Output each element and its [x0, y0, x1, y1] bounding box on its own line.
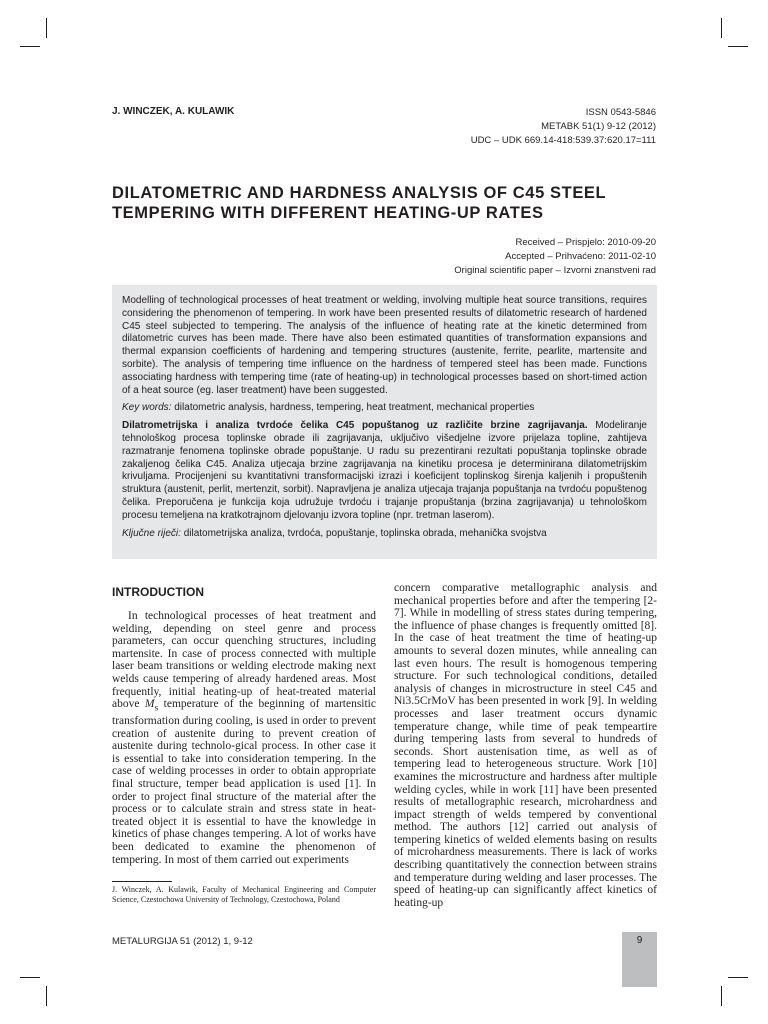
crop-mark	[728, 977, 748, 978]
footnote-divider	[112, 881, 172, 882]
submission-dates	[454, 236, 656, 278]
page-number-box	[622, 932, 657, 987]
right-column	[394, 582, 657, 909]
received-date: Received – Prispjelo: 2010-09-20	[515, 237, 656, 248]
crop-mark	[46, 986, 47, 1006]
abstract-croatian	[122, 420, 647, 522]
crop-mark	[20, 46, 40, 47]
keywords	[122, 402, 647, 415]
paper-title	[112, 183, 672, 223]
authors-header: J. WINCZEK, A. KULAWIK	[112, 106, 235, 117]
crop-mark	[728, 46, 748, 47]
accepted-date: Accepted – Prihvaćeno: 2011-02-10	[505, 251, 656, 262]
ms-symbol: M	[144, 698, 155, 711]
journal-footer: METALURGIJA 51 (2012) 1, 9-12	[112, 936, 253, 947]
metabk: METABK 51(1) 9-12 (2012)	[541, 121, 656, 132]
abstract-english: Modelling of technological processes of heat treatment or welding, involving multiple heat source transitions, requires considering the phenomenon of tempering. In work have been presented results of dilatometric research of hardened C45 steel subjected to tempering. The analysis of the influence of heating rate at the kinetic determined from dilatometric curves has been made. There have also been estimated quantities of transformation expansions and thermal expansion coefficients of hardening and tempering structures (austenite, ferrite, pearlite, martensite and sorbite). The analysis of tempering time influence on the hardness of tempered steel has been made. Functions associating hardness with tempering time (rate of heating-up) in technological processes based on short-timed action of a heat source (eg. laser treatment) have been suggested.	[122, 295, 647, 396]
croatian-text: Modeliranje tehnološkog procesa toplinske obrade ili zagrijavanja, uključivo višedjelne izvore prijelaza topline, zahtijeva razmatranje fenomena toplinske obrade popuštanje. U radu su prezentirani rezultati popuštanja toplinske obrade zakaljenog čelika C45. Analiza utjecaja brzine zagrijavanja na kinetiku procesa je determinirana dilatometrijskim krivuljama. Procijenjeni su kvantitativni transformacijski izrazi i koeficijent toplinskog širenja kaljenih i propuštenih struktura (austenit, perlit, mertenzit, sorbit). Napravljena je analiza utjecaja trajanja popuštanja na tvrdoću popuštenog čelika. Preporučena je funkcija koja udružuje tvrdoću i trajanje propuštanja (brzina zagrijavanja) u tehnološkom procesu temeljena na kratkotrajnom djelovanju izvora topline (npr. tretman laserom).	[122, 420, 647, 521]
abstract-box	[112, 285, 657, 559]
introduction-heading: INTRODUCTION	[112, 585, 204, 599]
kljucne-list: dilatometrijska analiza, tvrdoća, popuštanje, toplinska obrada, mehanička svojstva	[180, 527, 547, 539]
keywords-label: Key words:	[122, 402, 172, 414]
issn: ISSN 0543-5846	[585, 107, 656, 118]
left-column	[112, 582, 376, 866]
kljucne-label: Ključne riječi:	[122, 527, 181, 539]
page-number: 9	[636, 935, 643, 946]
crop-mark	[20, 977, 40, 978]
kljucne-rijeci	[122, 528, 647, 541]
keywords-list: dilatometric analysis, hardness, tempering, heat treatment, mechanical properties	[171, 402, 535, 414]
paper-type: Original scientific paper – Izvorni znanstveni rad	[454, 265, 656, 276]
intro-text-part2: temperature of the beginning of martensitic transformation during cooling, is used in order to prevent creation of austenite during to prevent creation of austenite during technolo-gical process. In other case it is essential to take into consideration tempering. In the case of welding processes in order to obtain appropriate final structure, temper bead application is used [1]. In order to project final structure of the material after the process or to calculate strain and stress state in heat-treated object it is essential to have the knowledge in kinetics of phase changes tempering. A lot of works have been dedicated to examine the phenomenon of tempering. In most of them carried out experiments	[112, 698, 376, 866]
journal-identifiers	[471, 106, 656, 148]
crop-mark	[46, 18, 47, 38]
author-affiliation-footnote: J. Winczek, A. Kulawik, Faculty of Mechanical Engineering and Computer Science, Czestochowa University of Technology, Czestochowa, Poland	[112, 885, 376, 904]
intro-paragraph-right: concern comparative metallographic analysis and mechanical properties before and after the tempering [2-7]. While in modelling of stress states during tempering, the influence of phase changes is frequently omitted [8]. In the case of heat treatment the time of heating-up amounts to several dozen minutes, while annealing can last even hours. The result is homogenous tempering structure. For such technological conditions, detailed analysis of changes in microstructure in steel C45 and Ni3.5CrMoV has been presented in work [9]. In welding processes and laser treatment occurs dynamic temperature change, while time of peak tempeartire during tempering lasts from several to hundreds of seconds. Short austenisation time, as well as of tempering lead to heterogeneous structure. Work [10] examines the microstructure and hardness after multiple welding cycles, while in work [11] have been presented results of metallographic research, microhardness and impact strength of welds tempered by conventional method. The authors [12] carried out analysis of tempering kinetics of welded elements basing on results of microhardness measurements. There is lack of works describing quantitatively the connection between strains and temperature during welding and laser processes. The speed of heating-up can significantly affect kinetics of heating-up	[394, 582, 657, 909]
title-line-1: DILATOMETRIC AND HARDNESS ANALYSIS OF C45 STEEL	[112, 184, 607, 202]
title-line-2: TEMPERING WITH DIFFERENT HEATING-UP RATES	[112, 204, 544, 222]
crop-mark	[721, 18, 722, 38]
udc: UDC – UDK 669.14-418:539.37:620.17=111	[470, 135, 656, 146]
intro-paragraph-left	[112, 610, 376, 866]
intro-text-part1: In technological processes of heat treatment and welding, depending on steel genre and process parameters, can occur quenching structures, including martensite. In case of process connected with multiple laser beam transitions or welding electrode making next welds cause tempering of already hardened areas. Most frequently, initial heating-up of heat-treated material above	[112, 610, 376, 711]
crop-mark	[721, 986, 722, 1006]
ms-subscript: s	[154, 702, 159, 714]
croatian-title: Dilatrometrijska i analiza tvrdoće čelika C45 popuštanog uz različite brzine zagrijavanja.	[122, 420, 588, 432]
